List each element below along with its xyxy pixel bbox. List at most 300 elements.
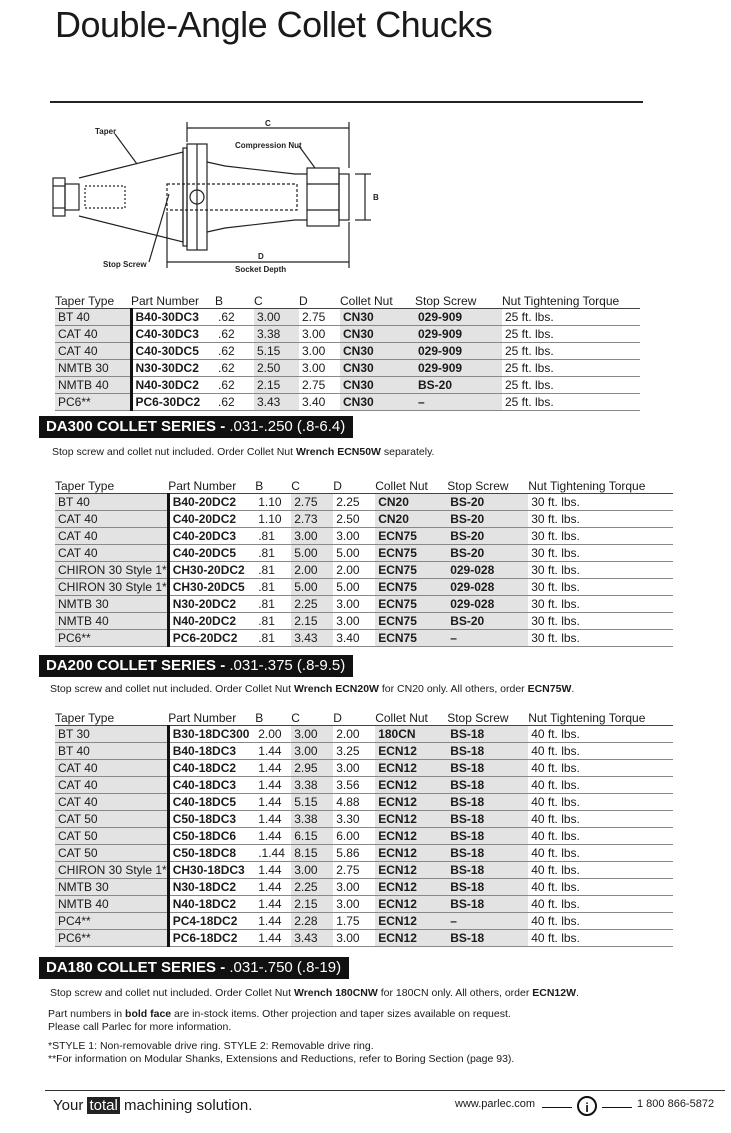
table-cell: 2.50	[254, 360, 299, 377]
table-cell: 30 ft. lbs.	[528, 545, 673, 562]
table-cell: 2.15	[254, 377, 299, 394]
table-cell: CAT 50	[55, 845, 168, 862]
table-cell: C40-18DC2	[168, 760, 255, 777]
table-cell: ECN12	[375, 777, 447, 794]
table-row	[55, 562, 673, 579]
b-label: B	[373, 193, 379, 202]
slogan-total: total	[89, 1097, 118, 1114]
table-cell: 3.38	[291, 811, 333, 828]
banner-series: DA300 COLLET SERIES -	[46, 418, 230, 435]
da200-table	[55, 478, 673, 647]
table-cell: ECN12	[375, 760, 447, 777]
table-cell: BS-20	[447, 528, 528, 545]
table-cell: ECN12	[375, 794, 447, 811]
table-cell: 3.00	[291, 726, 333, 743]
table-cell: .62	[215, 309, 254, 326]
header-stop-screw: Stop Screw	[415, 293, 502, 309]
table-cell: 3.40	[299, 394, 340, 411]
table-cell: 40 ft. lbs.	[528, 811, 673, 828]
table-cell: 40 ft. lbs.	[528, 845, 673, 862]
table-cell: 3.40	[333, 630, 375, 647]
table-cell: 3.00	[333, 930, 375, 947]
footnote-style: *STYLE 1: Non-removable drive ring. STYLE 2: Removable drive ring.	[48, 1040, 374, 1052]
table-row	[55, 879, 673, 896]
footer-dash	[602, 1107, 632, 1108]
table-cell: CN30	[340, 360, 415, 377]
table-cell: 3.00	[333, 596, 375, 613]
table-row	[55, 811, 673, 828]
table-cell: C50-18DC8	[168, 845, 255, 862]
table-cell: 1.44	[255, 862, 291, 879]
table-cell: 1.44	[255, 777, 291, 794]
table-cell: 5.00	[333, 579, 375, 596]
table-cell: 4.88	[333, 794, 375, 811]
table-cell: .81	[255, 613, 291, 630]
da300-banner	[39, 416, 353, 438]
table-cell: NMTB 40	[55, 896, 168, 913]
table-cell: .62	[215, 360, 254, 377]
table-cell: 1.44	[255, 743, 291, 760]
header-part-number: Part Number	[168, 710, 255, 726]
table-cell: N30-30DC2	[131, 360, 215, 377]
table-cell: BS-18	[447, 879, 528, 896]
note-text: Stop screw and collet nut included. Order Collet Nut	[52, 446, 296, 458]
da200-banner	[39, 655, 353, 677]
table-cell: 40 ft. lbs.	[528, 862, 673, 879]
table-cell: BS-18	[447, 845, 528, 862]
table-cell: C40-20DC2	[168, 511, 255, 528]
note-bold: Wrench ECN50W	[295, 446, 381, 458]
table-cell: 1.44	[255, 930, 291, 947]
table-cell: C40-20DC3	[168, 528, 255, 545]
table-cell: PC6**	[55, 394, 131, 411]
table-header	[55, 478, 673, 494]
table-cell: ECN12	[375, 862, 447, 879]
table-cell: BS-18	[447, 811, 528, 828]
table-cell: 3.00	[333, 528, 375, 545]
taper-label: Taper	[95, 127, 117, 136]
compression-nut-label: Compression Nut	[235, 141, 302, 150]
table-cell: N40-18DC2	[168, 896, 255, 913]
header-taper-type: Taper Type	[55, 710, 168, 726]
header-taper-type: Taper Type	[55, 478, 168, 494]
header-collet-nut: Collet Nut	[340, 293, 415, 309]
da180-note	[50, 987, 579, 999]
table-cell: 1.44	[255, 879, 291, 896]
table-cell: 2.75	[333, 862, 375, 879]
table-cell: NMTB 40	[55, 377, 131, 394]
banner-series: DA180 COLLET SERIES -	[46, 959, 230, 976]
note-bold: ECN12W	[532, 987, 577, 999]
table-cell: B40-20DC2	[168, 494, 255, 511]
table-cell: BS-18	[447, 862, 528, 879]
table-cell: .1.44	[255, 845, 291, 862]
table-cell: ECN12	[375, 896, 447, 913]
table-row	[55, 377, 640, 394]
footnote-text: are in-stock items. Other projection and taper sizes available on request.	[171, 1008, 511, 1020]
parlec-logo-icon: i	[577, 1096, 597, 1116]
header-b: B	[255, 710, 291, 726]
slogan-text: Your	[53, 1097, 88, 1114]
table-cell: 40 ft. lbs.	[528, 930, 673, 947]
footer-phone: 1 800 866-5872	[637, 1098, 715, 1110]
table-cell: .81	[255, 562, 291, 579]
table-cell: 30 ft. lbs.	[528, 630, 673, 647]
table-cell: C40-30DC5	[131, 343, 215, 360]
table-cell: 5.86	[333, 845, 375, 862]
header-torque: Nut Tightening Torque	[502, 293, 640, 309]
table-cell: N30-18DC2	[168, 879, 255, 896]
table-cell: 40 ft. lbs.	[528, 913, 673, 930]
table-cell: PC6**	[55, 930, 168, 947]
table-cell: 25 ft. lbs.	[502, 326, 640, 343]
table-cell: 8.15	[291, 845, 333, 862]
table-row	[55, 930, 673, 947]
table-cell: 2.00	[333, 562, 375, 579]
table-cell: .62	[215, 394, 254, 411]
banner-series: DA200 COLLET SERIES -	[46, 657, 230, 674]
table-cell: 3.00	[333, 896, 375, 913]
table-cell: .81	[255, 579, 291, 596]
table-cell: 029-909	[415, 326, 502, 343]
footnote-call: Please call Parlec for more information.	[48, 1021, 232, 1033]
table-cell: 25 ft. lbs.	[502, 343, 640, 360]
table-row	[55, 913, 673, 930]
table-cell: NMTB 40	[55, 613, 168, 630]
table-row	[55, 613, 673, 630]
table-cell: 1.10	[255, 511, 291, 528]
table-cell: ECN75	[375, 545, 447, 562]
note-text: for CN20 only. All others, order	[378, 683, 528, 695]
table-cell: BT 30	[55, 726, 168, 743]
table-cell: ECN12	[375, 913, 447, 930]
table-row	[55, 511, 673, 528]
table-row	[55, 777, 673, 794]
table-row	[55, 726, 673, 743]
table-cell: BS-18	[447, 760, 528, 777]
note-text: for 180CN only. All others, order	[377, 987, 533, 999]
table-cell: 2.15	[291, 613, 333, 630]
footer-url[interactable]: www.parlec.com	[455, 1098, 536, 1110]
header-stop-screw: Stop Screw	[447, 478, 528, 494]
table-cell: 30 ft. lbs.	[528, 528, 673, 545]
table-cell: BS-20	[447, 494, 528, 511]
table-cell: 3.00	[254, 309, 299, 326]
table-cell: 2.75	[299, 309, 340, 326]
table-cell: 180CN	[375, 726, 447, 743]
table-cell: ECN75	[375, 613, 447, 630]
note-text: .	[571, 683, 575, 695]
table-cell: 5.00	[291, 579, 333, 596]
table-cell: 40 ft. lbs.	[528, 794, 673, 811]
table-cell: ECN12	[375, 811, 447, 828]
table-cell: 3.56	[333, 777, 375, 794]
page-title: Double-Angle Collet Chucks	[55, 4, 493, 45]
table-cell: 3.00	[299, 360, 340, 377]
table-cell: PC6-18DC2	[168, 930, 255, 947]
table-cell: CN30	[340, 326, 415, 343]
table-cell: CN30	[340, 394, 415, 411]
table-row	[55, 343, 640, 360]
table-row	[55, 545, 673, 562]
table-cell: .81	[255, 630, 291, 647]
table-cell: B30-18DC300	[168, 726, 255, 743]
table-cell: –	[447, 630, 528, 647]
table-cell: ECN12	[375, 930, 447, 947]
table-row	[55, 743, 673, 760]
header-part-number: Part Number	[168, 478, 255, 494]
header-stop-screw: Stop Screw	[447, 710, 528, 726]
table-cell: 029-909	[415, 360, 502, 377]
table-cell: –	[415, 394, 502, 411]
header-taper-type: Taper Type	[55, 293, 131, 309]
table-cell: CAT 40	[55, 326, 131, 343]
table-cell: BS-18	[447, 794, 528, 811]
table-cell: 6.00	[333, 828, 375, 845]
table-cell: 1.44	[255, 760, 291, 777]
table-row	[55, 896, 673, 913]
table-cell: CAT 40	[55, 760, 168, 777]
note-bold: Wrench ECN20W	[293, 683, 379, 695]
table-cell: 30 ft. lbs.	[528, 579, 673, 596]
table-cell: 2.15	[291, 896, 333, 913]
da300-note	[52, 446, 434, 458]
footnote-bold-face	[48, 1008, 511, 1021]
table-cell: 029-028	[447, 562, 528, 579]
table-cell: 30 ft. lbs.	[528, 511, 673, 528]
table-cell: ECN12	[375, 743, 447, 760]
table-row	[55, 794, 673, 811]
table-cell: 2.75	[291, 494, 333, 511]
table-cell: 3.38	[291, 777, 333, 794]
table-cell: ECN12	[375, 879, 447, 896]
banner-range: .031-.750 (.8-19)	[229, 959, 342, 976]
note-bold: Wrench 180CNW	[293, 987, 378, 999]
header-torque: Nut Tightening Torque	[528, 710, 673, 726]
table-row	[55, 596, 673, 613]
table-cell: 3.00	[333, 613, 375, 630]
stop-screw-label: Stop Screw	[103, 260, 147, 269]
table-cell: 30 ft. lbs.	[528, 596, 673, 613]
header-torque: Nut Tightening Torque	[528, 478, 673, 494]
header-c: C	[291, 710, 333, 726]
table-cell: 2.25	[291, 879, 333, 896]
table-cell: PC6-30DC2	[131, 394, 215, 411]
table-cell: 40 ft. lbs.	[528, 760, 673, 777]
header-collet-nut: Collet Nut	[375, 710, 447, 726]
table-row	[55, 309, 640, 326]
table-cell: CAT 40	[55, 777, 168, 794]
table-cell: 029-028	[447, 579, 528, 596]
note-text: .	[576, 987, 579, 999]
header-b: B	[215, 293, 254, 309]
collet-chuck-diagram	[45, 112, 405, 282]
table-cell: PC4-18DC2	[168, 913, 255, 930]
table-header	[55, 710, 673, 726]
table-cell: ECN75	[375, 579, 447, 596]
table-row	[55, 828, 673, 845]
table-cell: 1.44	[255, 913, 291, 930]
table-cell: 029-909	[415, 343, 502, 360]
table-cell: CHIRON 30 Style 1*	[55, 579, 168, 596]
table-cell: ECN75	[375, 528, 447, 545]
table-row	[55, 630, 673, 647]
table-cell: CHIRON 30 Style 1*	[55, 862, 168, 879]
table-row	[55, 760, 673, 777]
table-cell: BS-20	[415, 377, 502, 394]
table-cell: BT 40	[55, 743, 168, 760]
table-cell: N40-20DC2	[168, 613, 255, 630]
table-cell: CAT 50	[55, 828, 168, 845]
table-cell: 25 ft. lbs.	[502, 377, 640, 394]
d-label: D	[258, 252, 264, 261]
table-cell: CAT 40	[55, 545, 168, 562]
da300-table	[55, 293, 640, 411]
table-cell: 3.43	[291, 630, 333, 647]
note-text: separately.	[380, 446, 435, 458]
slogan-text: machining solution.	[119, 1097, 253, 1114]
table-cell: CN20	[375, 511, 447, 528]
table-cell: C50-18DC6	[168, 828, 255, 845]
table-cell: B40-30DC3	[131, 309, 215, 326]
table-cell: BS-18	[447, 777, 528, 794]
table-cell: BT 40	[55, 309, 131, 326]
table-cell: 3.38	[254, 326, 299, 343]
table-cell: CH30-20DC2	[168, 562, 255, 579]
table-cell: PC6-20DC2	[168, 630, 255, 647]
table-row	[55, 862, 673, 879]
table-cell: ECN12	[375, 845, 447, 862]
table-row	[55, 579, 673, 596]
banner-range: .031-.250 (.8-6.4)	[229, 418, 346, 435]
table-cell: BT 40	[55, 494, 168, 511]
table-cell: 30 ft. lbs.	[528, 562, 673, 579]
table-cell: .62	[215, 377, 254, 394]
table-header	[55, 293, 640, 309]
table-cell: CN30	[340, 343, 415, 360]
table-cell: BS-20	[447, 613, 528, 630]
table-cell: 2.00	[291, 562, 333, 579]
table-cell: .81	[255, 545, 291, 562]
table-cell: 40 ft. lbs.	[528, 896, 673, 913]
table-cell: BS-18	[447, 828, 528, 845]
footnote-modular: **For information on Modular Shanks, Extensions and Reductions, refer to Boring Section (page 93).	[48, 1053, 515, 1065]
table-cell: 25 ft. lbs.	[502, 309, 640, 326]
table-cell: NMTB 30	[55, 360, 131, 377]
table-cell: C50-18DC3	[168, 811, 255, 828]
table-cell: 3.43	[291, 930, 333, 947]
table-cell: CAT 40	[55, 343, 131, 360]
table-cell: .81	[255, 528, 291, 545]
da200-note	[50, 683, 574, 695]
table-cell: NMTB 30	[55, 879, 168, 896]
table-cell: BS-18	[447, 743, 528, 760]
socket-depth-label: Socket Depth	[235, 265, 287, 274]
table-cell: C40-20DC5	[168, 545, 255, 562]
table-cell: .81	[255, 596, 291, 613]
table-cell: 3.00	[333, 879, 375, 896]
table-cell: 1.75	[333, 913, 375, 930]
table-cell: 2.73	[291, 511, 333, 528]
table-cell: 1.10	[255, 494, 291, 511]
header-b: B	[255, 478, 291, 494]
table-cell: CAT 40	[55, 794, 168, 811]
table-cell: 3.00	[291, 743, 333, 760]
c-label: C	[265, 119, 271, 128]
table-cell: 40 ft. lbs.	[528, 743, 673, 760]
table-cell: 1.44	[255, 828, 291, 845]
table-cell: 25 ft. lbs.	[502, 394, 640, 411]
table-cell: 1.44	[255, 811, 291, 828]
note-bold: ECN75W	[527, 683, 572, 695]
table-cell: 1.44	[255, 896, 291, 913]
table-cell: NMTB 30	[55, 596, 168, 613]
footnote-text: Part numbers in	[48, 1008, 126, 1020]
table-cell: .62	[215, 343, 254, 360]
table-row	[55, 394, 640, 411]
table-cell: 25 ft. lbs.	[502, 360, 640, 377]
table-cell: C40-30DC3	[131, 326, 215, 343]
table-cell: BS-18	[447, 896, 528, 913]
table-cell: CN30	[340, 377, 415, 394]
table-row	[55, 326, 640, 343]
table-cell: BS-20	[447, 545, 528, 562]
header-d: D	[333, 478, 375, 494]
table-cell: ECN75	[375, 596, 447, 613]
table-cell: 2.50	[333, 511, 375, 528]
header-collet-nut: Collet Nut	[375, 478, 447, 494]
header-c: C	[254, 293, 299, 309]
table-cell: ECN75	[375, 630, 447, 647]
table-cell: 3.00	[299, 326, 340, 343]
table-cell: 30 ft. lbs.	[528, 494, 673, 511]
table-cell: 40 ft. lbs.	[528, 777, 673, 794]
table-cell: BS-18	[447, 726, 528, 743]
table-cell: 40 ft. lbs.	[528, 726, 673, 743]
header-d: D	[299, 293, 340, 309]
table-cell: 2.00	[333, 726, 375, 743]
table-cell: 5.15	[291, 794, 333, 811]
table-cell: 3.43	[254, 394, 299, 411]
header-d: D	[333, 710, 375, 726]
table-cell: –	[447, 913, 528, 930]
table-row	[55, 845, 673, 862]
table-cell: 3.00	[333, 760, 375, 777]
da180-table	[55, 710, 673, 947]
table-cell: 5.00	[291, 545, 333, 562]
note-text: Stop screw and collet nut included. Order Collet Nut	[50, 987, 294, 999]
table-cell: 029-909	[415, 309, 502, 326]
table-cell: 3.30	[333, 811, 375, 828]
table-cell: 2.25	[291, 596, 333, 613]
table-cell: 2.00	[255, 726, 291, 743]
table-cell: CH30-20DC5	[168, 579, 255, 596]
header-part-number: Part Number	[131, 293, 215, 309]
table-cell: CH30-18DC3	[168, 862, 255, 879]
table-cell: CAT 50	[55, 811, 168, 828]
table-cell: ECN75	[375, 562, 447, 579]
footnote-bold: bold face	[125, 1008, 172, 1020]
table-cell: 5.15	[254, 343, 299, 360]
table-cell: 029-028	[447, 596, 528, 613]
table-cell: BS-18	[447, 930, 528, 947]
table-cell: 40 ft. lbs.	[528, 879, 673, 896]
table-cell: 6.15	[291, 828, 333, 845]
table-cell: N30-20DC2	[168, 596, 255, 613]
table-cell: CHIRON 30 Style 1*	[55, 562, 168, 579]
table-cell: CN30	[340, 309, 415, 326]
table-cell: PC4**	[55, 913, 168, 930]
